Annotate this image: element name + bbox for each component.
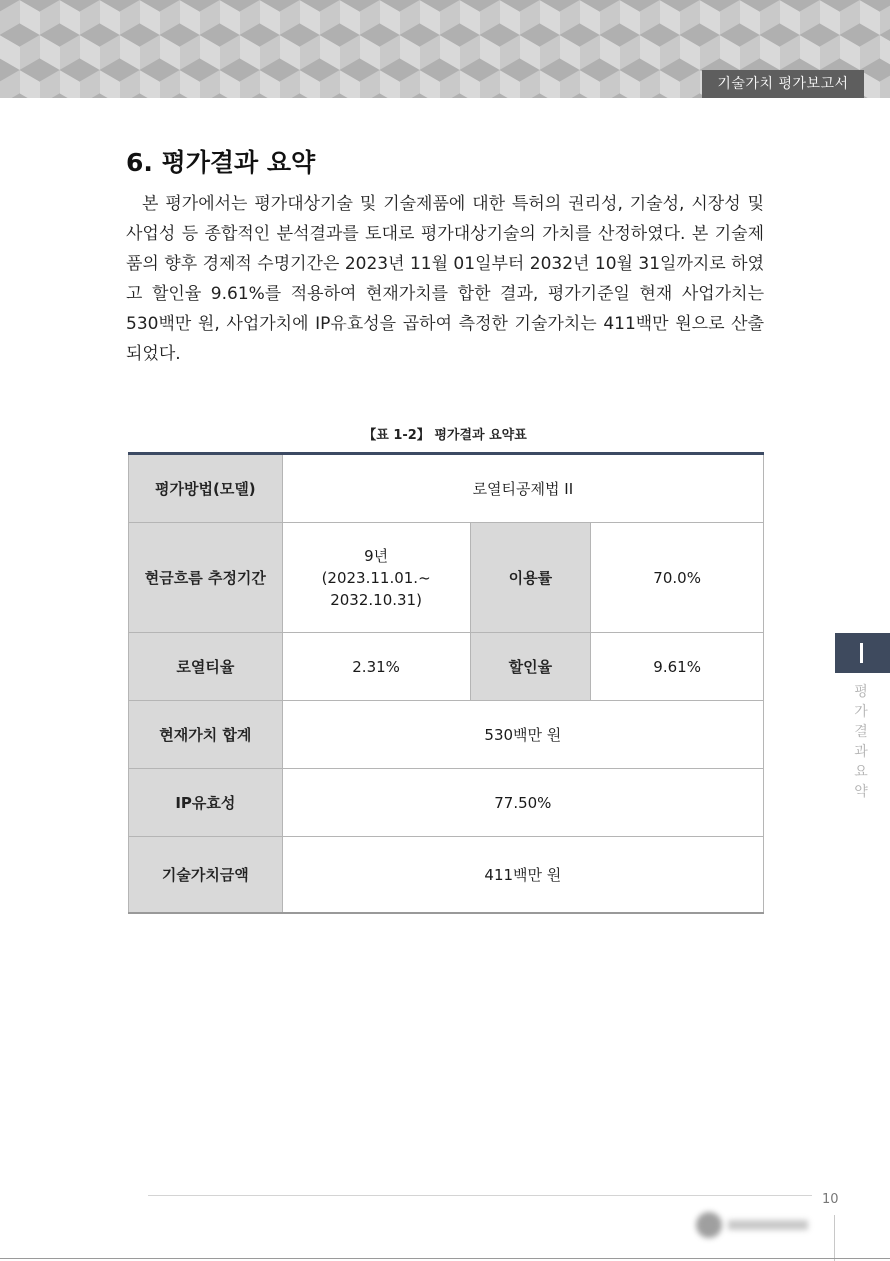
method-value-cell: 로열티공제법 II bbox=[282, 454, 763, 523]
ip-label-cell: IP유효성 bbox=[129, 769, 283, 837]
discount-label-cell: 할인율 bbox=[470, 633, 591, 701]
chapter-tab-char: 평 bbox=[854, 684, 868, 700]
royalty-label-cell: 로열티율 bbox=[129, 633, 283, 701]
chapter-tab-char: 요 bbox=[854, 764, 868, 780]
page-number: 10 bbox=[822, 1192, 839, 1207]
roman-numeral-one-icon bbox=[860, 643, 863, 663]
chapter-tab-char: 과 bbox=[854, 744, 868, 760]
chapter-tab-label bbox=[849, 682, 873, 802]
logo-wordmark bbox=[728, 1220, 808, 1230]
period-value-cell bbox=[282, 523, 470, 633]
table-row bbox=[129, 454, 764, 523]
chapter-tab-char: 약 bbox=[854, 784, 868, 800]
usage-value-cell: 70.0% bbox=[591, 523, 764, 633]
usage-label-cell: 이용률 bbox=[470, 523, 591, 633]
tech-value-value-cell: 411백만 원 bbox=[282, 837, 763, 914]
table-row bbox=[129, 837, 764, 914]
footer-divider bbox=[148, 1195, 812, 1196]
discount-value-cell: 9.61% bbox=[591, 633, 764, 701]
report-title-label: 기술가치 평가보고서 bbox=[702, 70, 864, 98]
period-label-cell: 현금흐름 추정기간 bbox=[129, 523, 283, 633]
chapter-tab bbox=[835, 633, 890, 673]
section-title: 6. 평가결과 요약 bbox=[126, 148, 316, 177]
table-row bbox=[129, 633, 764, 701]
tech-value-label-cell: 기술가치금액 bbox=[129, 837, 283, 914]
royalty-value-cell: 2.31% bbox=[282, 633, 470, 701]
chapter-tab-char: 가 bbox=[854, 704, 868, 720]
page-bottom-rule bbox=[0, 1258, 890, 1259]
evaluation-summary-table bbox=[128, 452, 764, 914]
table-row bbox=[129, 523, 764, 633]
summary-paragraph: 본 평가에서는 평가대상기술 및 기술제품에 대한 특허의 권리성, 기술성, 시장성 및 사업성 등 종합적인 분석결과를 토대로 평가대상기술의 가치를 산정하였다. 본 기술제품의 향후 경제적 수명기간은 2023년 11월 01일부터 2032년 10월 31일까지로 하였고 할인율 9.61%를 적용하여 현재가치를 합한 결과, 평가기준일 현재 사업가치는 530백만 원, 사업가치에 IP유효성을 곱하여 측정한 기술가치는 411백만 원으로 산출되었다. bbox=[126, 194, 764, 364]
ip-value-cell: 77.50% bbox=[282, 769, 763, 837]
period-start: (2023.11.01.~ bbox=[321, 568, 431, 587]
blurred-logo bbox=[694, 1208, 814, 1242]
table-caption: 【표 1-2】 평가결과 요약표 bbox=[363, 428, 527, 443]
chapter-tab-char: 결 bbox=[854, 724, 868, 740]
method-label-cell: 평가방법(모델) bbox=[129, 454, 283, 523]
footer-vertical-rule bbox=[834, 1215, 835, 1261]
period-years: 9년 bbox=[364, 546, 389, 565]
table-row bbox=[129, 769, 764, 837]
pv-value-cell: 530백만 원 bbox=[282, 701, 763, 769]
pv-label-cell: 현재가치 합계 bbox=[129, 701, 283, 769]
table-row bbox=[129, 701, 764, 769]
logo-mark-icon bbox=[696, 1212, 722, 1238]
period-end: 2032.10.31) bbox=[330, 590, 422, 609]
